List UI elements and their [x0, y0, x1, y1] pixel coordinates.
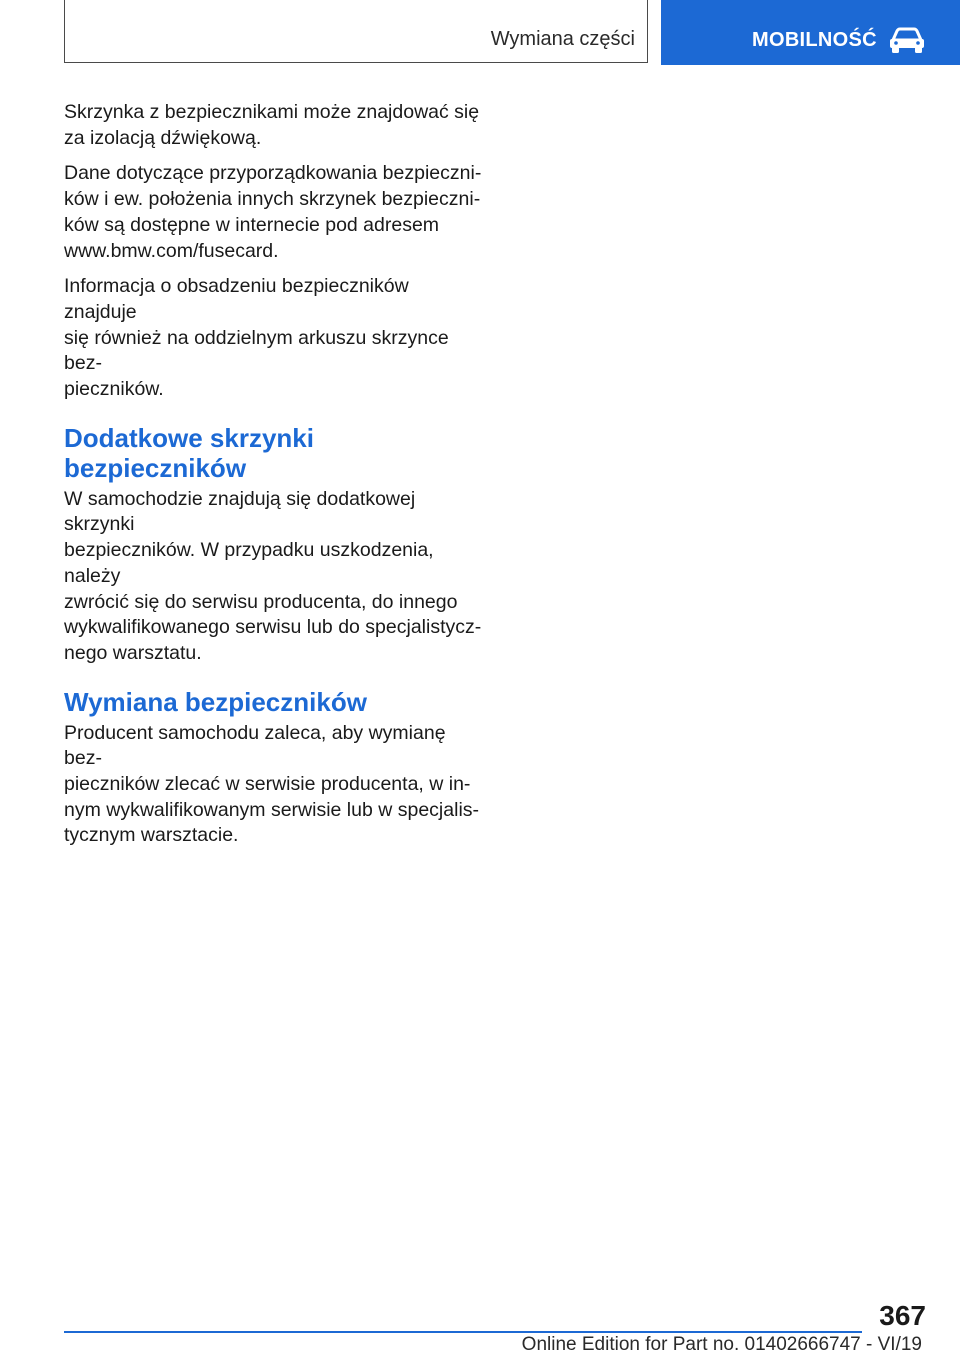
- paragraph-fuse-replacement: Producent samochodu zaleca, aby wymianę bez- pieczników zlecać w serwisie producenta, w in- nym wykwalifikowanym serwisie lub w specjalis- tycznym warsztacie.: [64, 721, 480, 847]
- heading-additional-fuseboxes: Dodatkowe skrzynki bezpieczników: [64, 422, 314, 483]
- footer-divider: [64, 1331, 862, 1333]
- header-section-box: [64, 0, 648, 63]
- section-title: Wymiana części: [490, 28, 635, 50]
- page-number: 367: [879, 1300, 926, 1331]
- heading-fuse-replacement: Wymiana bezpieczników: [64, 686, 367, 717]
- chapter-tab[interactable]: [661, 0, 960, 65]
- paragraph-fusebox-location: Skrzynka z bezpiecznikami może znajdować się za izolacją dźwiękową.: [64, 101, 480, 149]
- main-content: [64, 100, 484, 859]
- paragraph-additional-fuseboxes: W samochodzie znajdują się dodatkowej skrzynki bezpieczników. W przypadku uszkodzenia, należy zwrócić się do serwisu producenta, do innego wykwalifikowanego serwisu lub do specjalistycz- nego warsztatu.: [64, 487, 482, 664]
- chapter-label: MOBILNOŚĆ: [752, 29, 877, 51]
- footer-edition-text: Online Edition for Part no. 01402666747 - VI/19: [521, 1334, 922, 1355]
- paragraph-fuse-assignment-sheet: Informacja o obsadzeniu bezpieczników znajduje się również na oddzielnym arkuszu skrzynce bez- pieczników.: [64, 275, 449, 401]
- car-icon: [887, 26, 927, 54]
- paragraph-fusecard-info: Dane dotyczące przyporządkowania bezpieczni- ków i ew. położenia innych skrzynek bezpieczni- ków są dostępne w internecie pod adresem www.bmw.com/fusecard.: [64, 162, 482, 262]
